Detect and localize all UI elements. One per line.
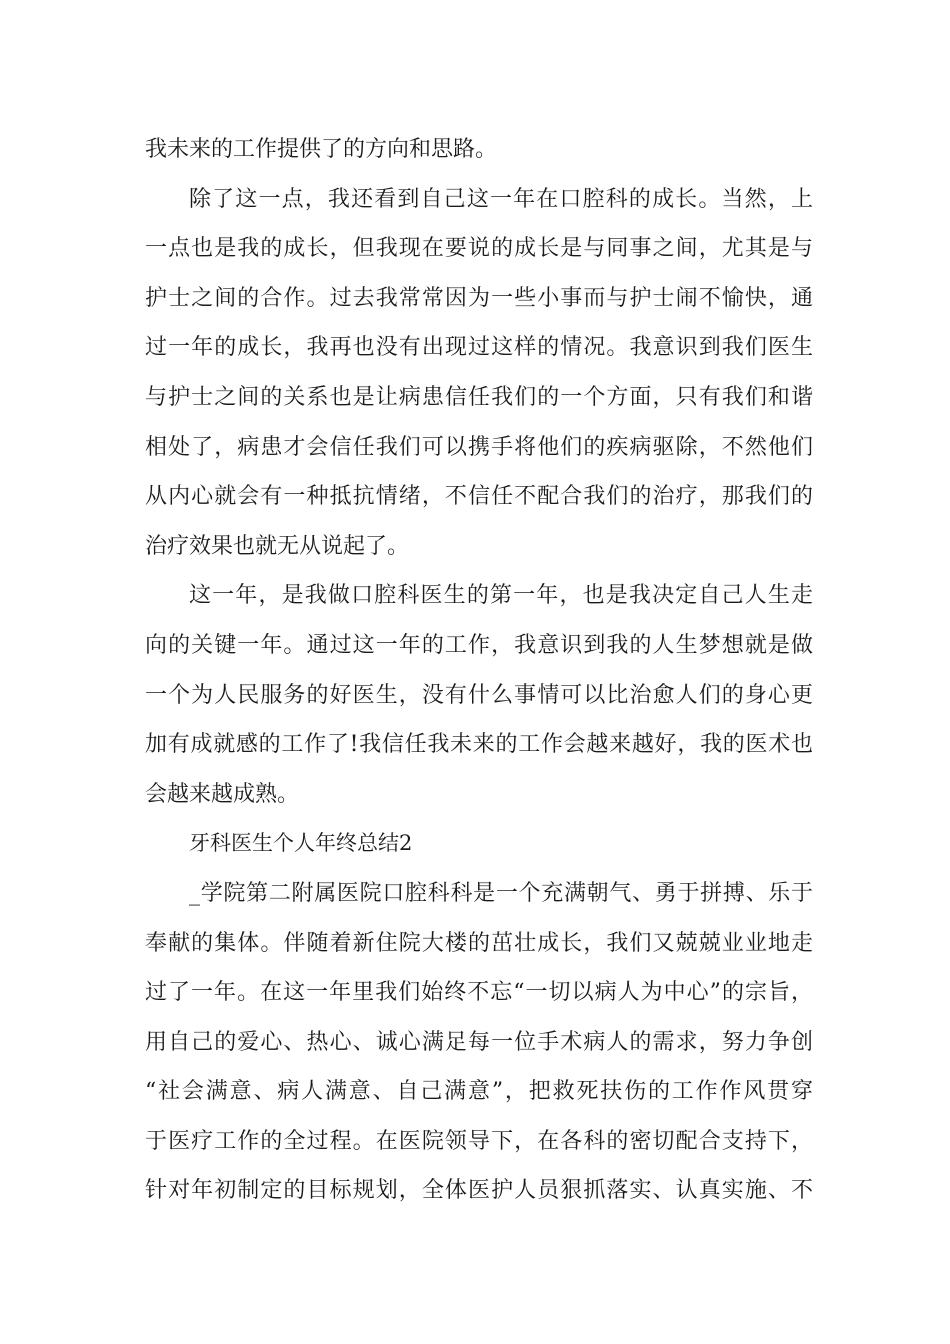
text-line: 用自己的爱心、热心、诚心满足每一位手术病人的需求，努力争创 <box>145 1029 813 1055</box>
text-line: 向的关键一年。通过这一年的工作，我意识到我的人生梦想就是做 <box>145 632 813 658</box>
text-line: “社会满意、病人满意、自己满意”，把救死扶伤的工作作风贯穿 <box>145 1079 813 1105</box>
text-line: 一个为人民服务的好医生，没有什么事情可以比治愈人们的身心更 <box>145 682 813 708</box>
paragraph-first-line: _学院第二附属医院口腔科科是一个充满朝气、勇于拼搏、乐于 <box>189 880 813 906</box>
text-line: 相处了，病患才会信任我们可以携手将他们的疾病驱除，不然他们 <box>145 434 813 460</box>
text-line: 加有成就感的工作了!我信任我未来的工作会越来越好，我的医术也 <box>145 732 813 758</box>
text-line: 一点也是我的成长，但我现在要说的成长是与同事之间，尤其是与 <box>145 236 813 262</box>
text-line: 我未来的工作提供了的方向和思路。 <box>145 137 498 162</box>
text-line: 治疗效果也就无从说起了。 <box>145 533 410 559</box>
paragraph-first-line: 这一年，是我做口腔科医生的第一年，也是我决定自己人生走 <box>189 583 813 609</box>
text-line: 从内心就会有一种抵抗情绪，不信任不配合我们的治疗，那我们的 <box>145 484 813 510</box>
text-line: 针对年初制定的目标规划，全体医护人员狠抓落实、认真实施、不 <box>145 1178 813 1204</box>
document-body <box>145 125 813 1216</box>
text-line: 于医疗工作的全过程。在医院领导下，在各科的密切配合支持下， <box>145 1128 813 1154</box>
text-line: 过了一年。在这一年里我们始终不忘“一切以病人为中心”的宗旨， <box>145 980 813 1006</box>
text-line: 护士之间的合作。过去我常常因为一些小事而与护士闹不愉快，通 <box>145 285 813 311</box>
text-line: 奉献的集体。伴随着新住院大楼的茁壮成长，我们又兢兢业业地走 <box>145 930 813 956</box>
text-line: 过一年的成长，我再也没有出现过这样的情况。我意识到我们医生 <box>145 335 813 361</box>
text-line: 与护士之间的关系也是让病患信任我们的一个方面，只有我们和谐 <box>145 384 813 410</box>
paragraph-first-line: 除了这一点，我还看到自己这一年在口腔科的成长。当然，上 <box>189 186 813 212</box>
text-line: 会越来越成熟。 <box>145 781 300 807</box>
section-heading: 牙科医生个人年终总结2 <box>189 831 413 856</box>
